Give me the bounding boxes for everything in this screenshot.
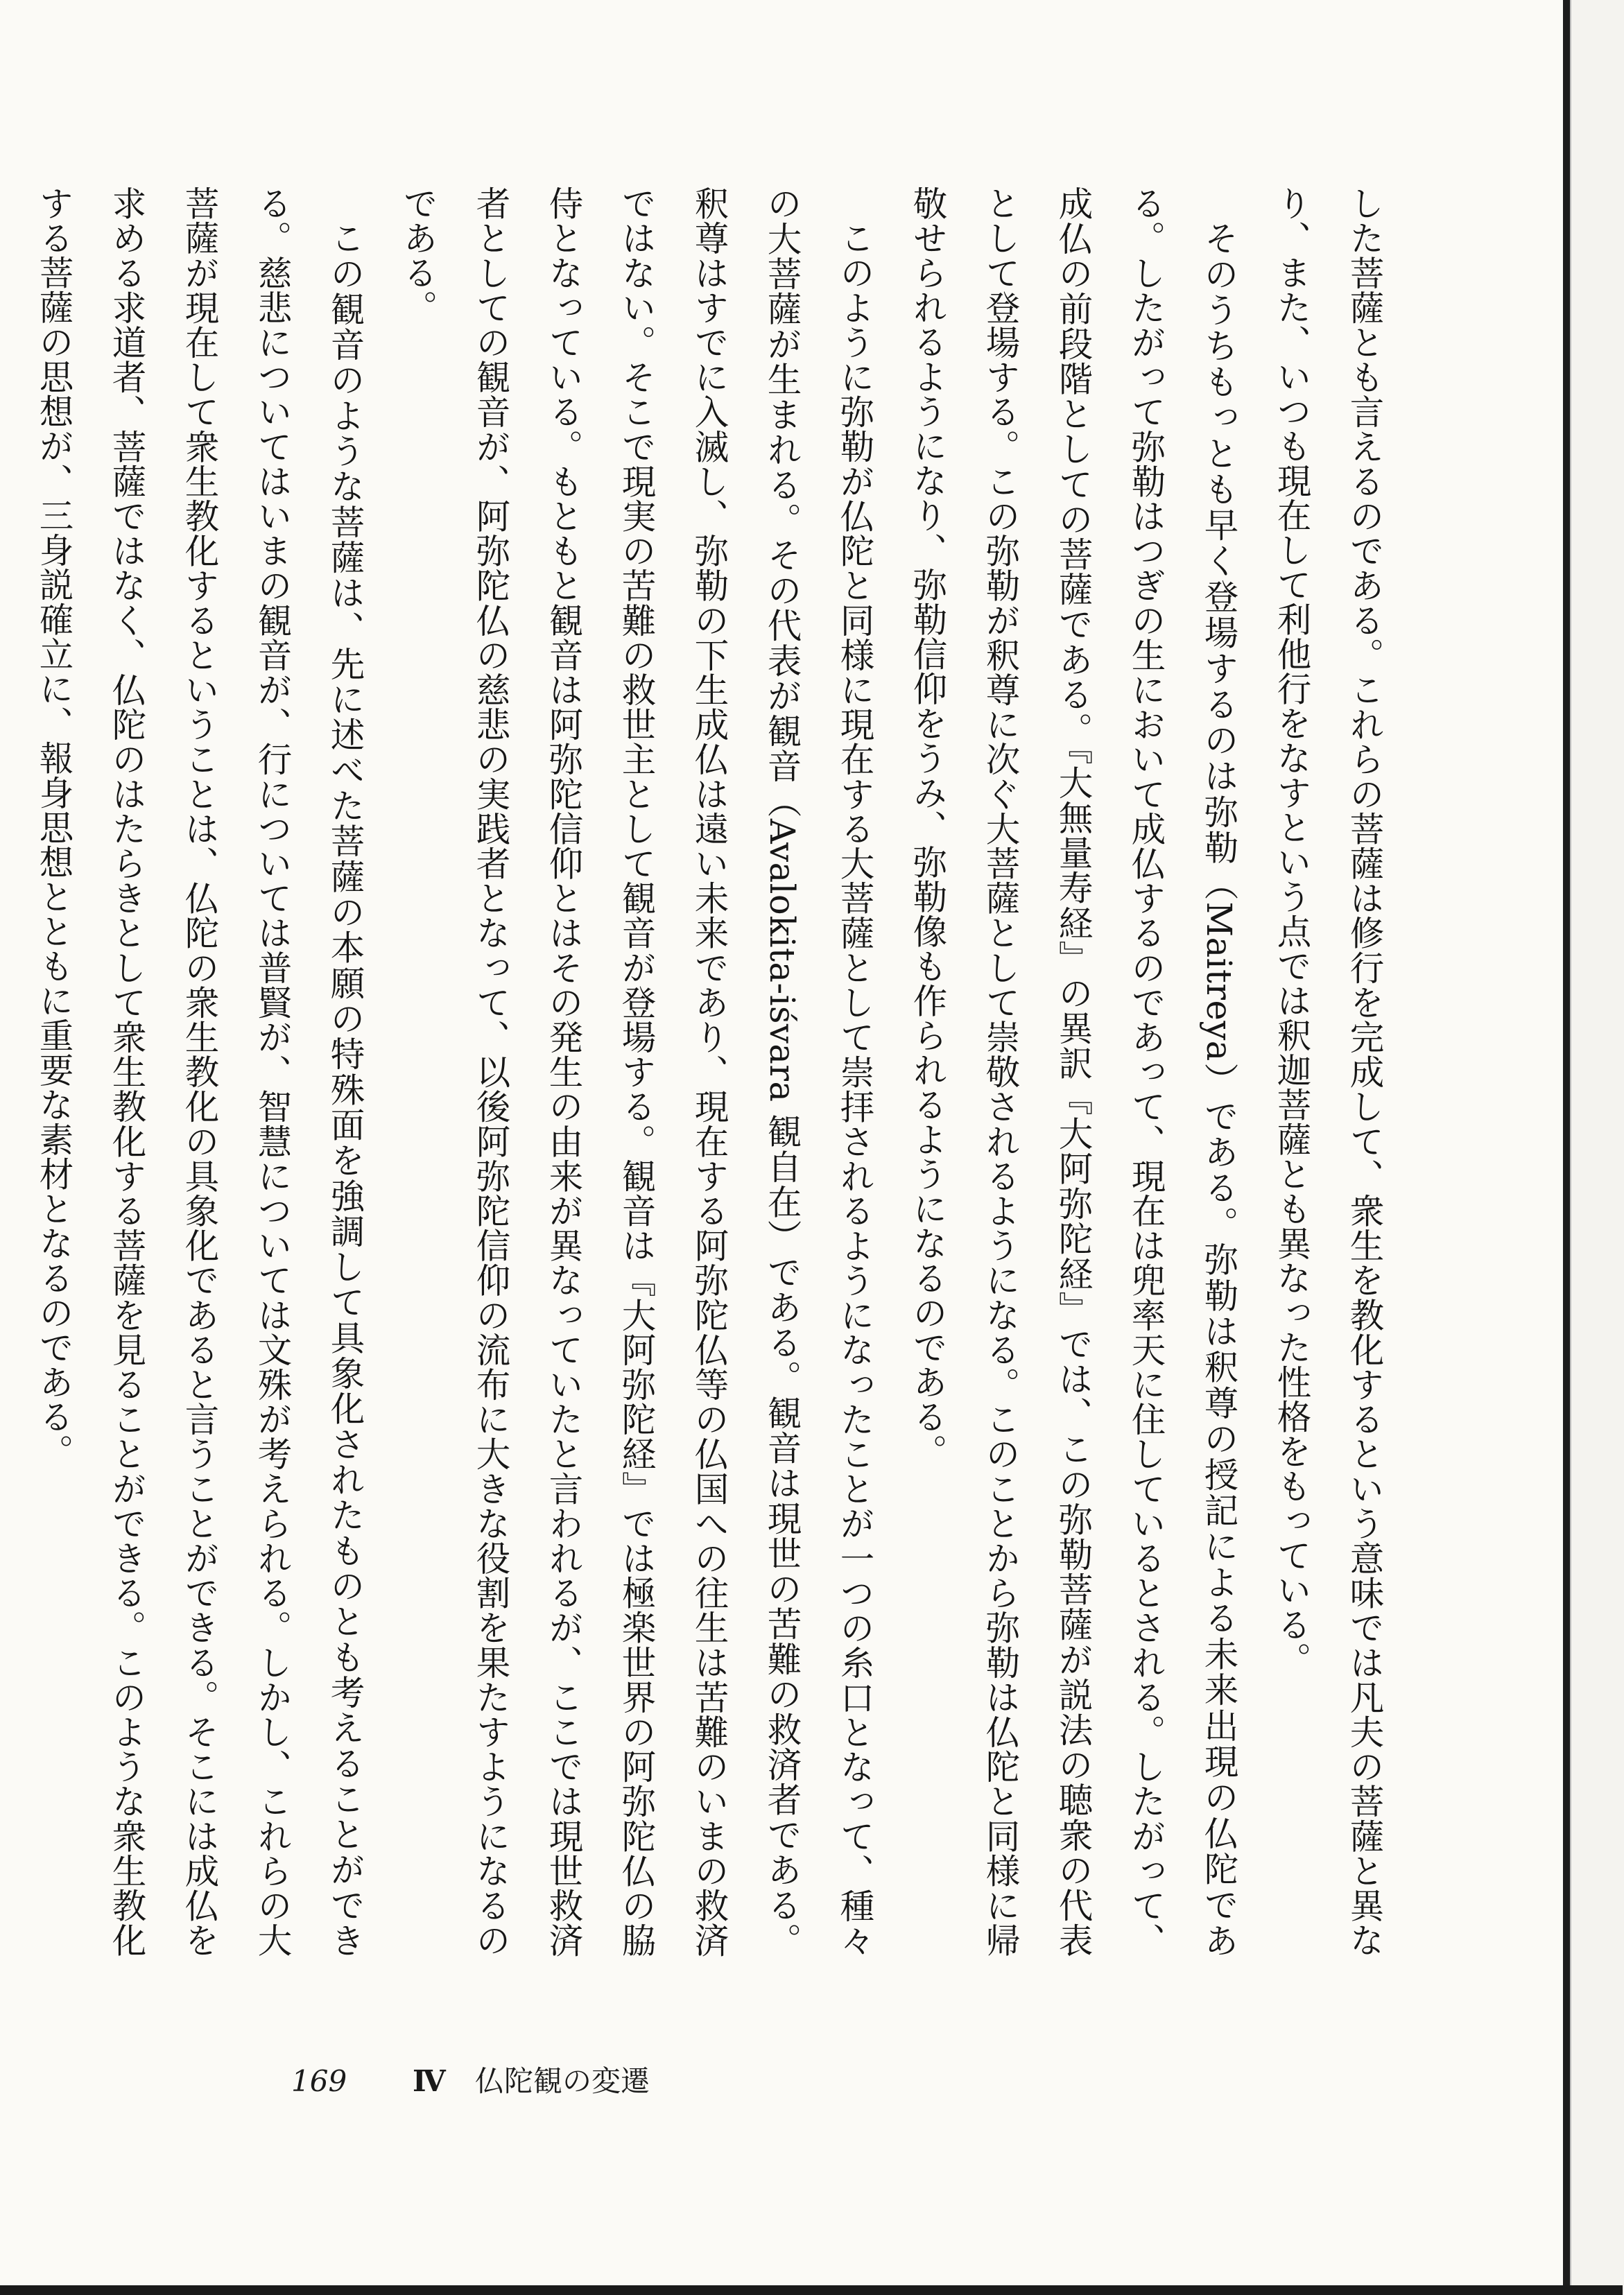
chapter-numeral: Ⅳ [413, 2064, 446, 2098]
paragraph-4: この観音のような菩薩は、先に述べた菩薩の本願の特殊面を強調して具象化されたものとも考えることができる。慈悲についてはいまの観音が、行については普賢が、智慧については文殊が考えられる。しかし、これらの大菩薩が現在して衆生教化するということは、仏陀の衆生教化の具象化であると言うことができる。そこには成仏を求める求道者、菩薩ではなく、仏陀のはたらきとして衆生教化する菩薩を見ることができる。このような衆生教化する菩薩の思想が、三身説確立に、報身思想とともに重要な素材となるのである。 [34, 186, 365, 1957]
book-spine-shadow [1570, 0, 1624, 2295]
page-bottom-edge [0, 2285, 1623, 2295]
page-number: 169 [291, 2064, 347, 2098]
paragraph-3: このように弥勒が仏陀と同様に現在する大菩薩として崇拝されるようになったことが一つの糸口となって、種々の大菩薩が生まれる。その代表が観音（Avalokita-iśvara 観自在）である。観音は現世の苦難の救済者である。釈尊はすでに入滅し、弥勒の下生成仏は遠い未来であり、現在する阿弥陀仏等の仏国への往生は苦難のいまの救済ではない。そこで現実の苦難の救世主として観音が登場する。観音は『大阿弥陀経』では極楽世界の阿弥陀仏の脇侍となっている。もともと観音は阿弥陀信仰とはその発生の由来が異なっていたと言われるが、ここでは現世救済者としての観音が、阿弥陀仏の慈悲の実践者となって、以後阿弥陀信仰の流布に大きな役割を果たすようになるのである。 [398, 186, 875, 1958]
paragraph-2: そのうちもっとも早く登場するのは弥勒（Maitreya）である。弥勒は釈尊の授記による未来出現の仏陀である。したがって弥勒はつぎの生において成仏するのであって、現在は兜率天に住しているとされる。したがって、成仏の前段階としての菩薩である。『大無量寿経』の異訳『大阿弥陀経』では、この弥勒菩薩が説法の聴衆の代表として登場する。この弥勒が釈尊に次ぐ大菩薩として崇敬されるようになる。このことから弥勒は仏陀と同様に帰敬せられるようになり、弥勒信仰をうみ、弥勒像も作られるようになるのである。 [908, 186, 1239, 1957]
paragraph-1: した菩薩とも言えるのである。これらの菩薩は修行を完成して、衆生を教化するという意味では凡夫の菩薩と異なり、また、いつも現在して利他行をなすという点では釈迦菩薩とも異なった性格をもっている。 [1272, 186, 1385, 1957]
book-spine-edge [1563, 0, 1570, 2295]
vertical-text-block [34, 186, 1401, 1958]
chapter-title: 仏陀観の変遷 [475, 2064, 650, 2098]
